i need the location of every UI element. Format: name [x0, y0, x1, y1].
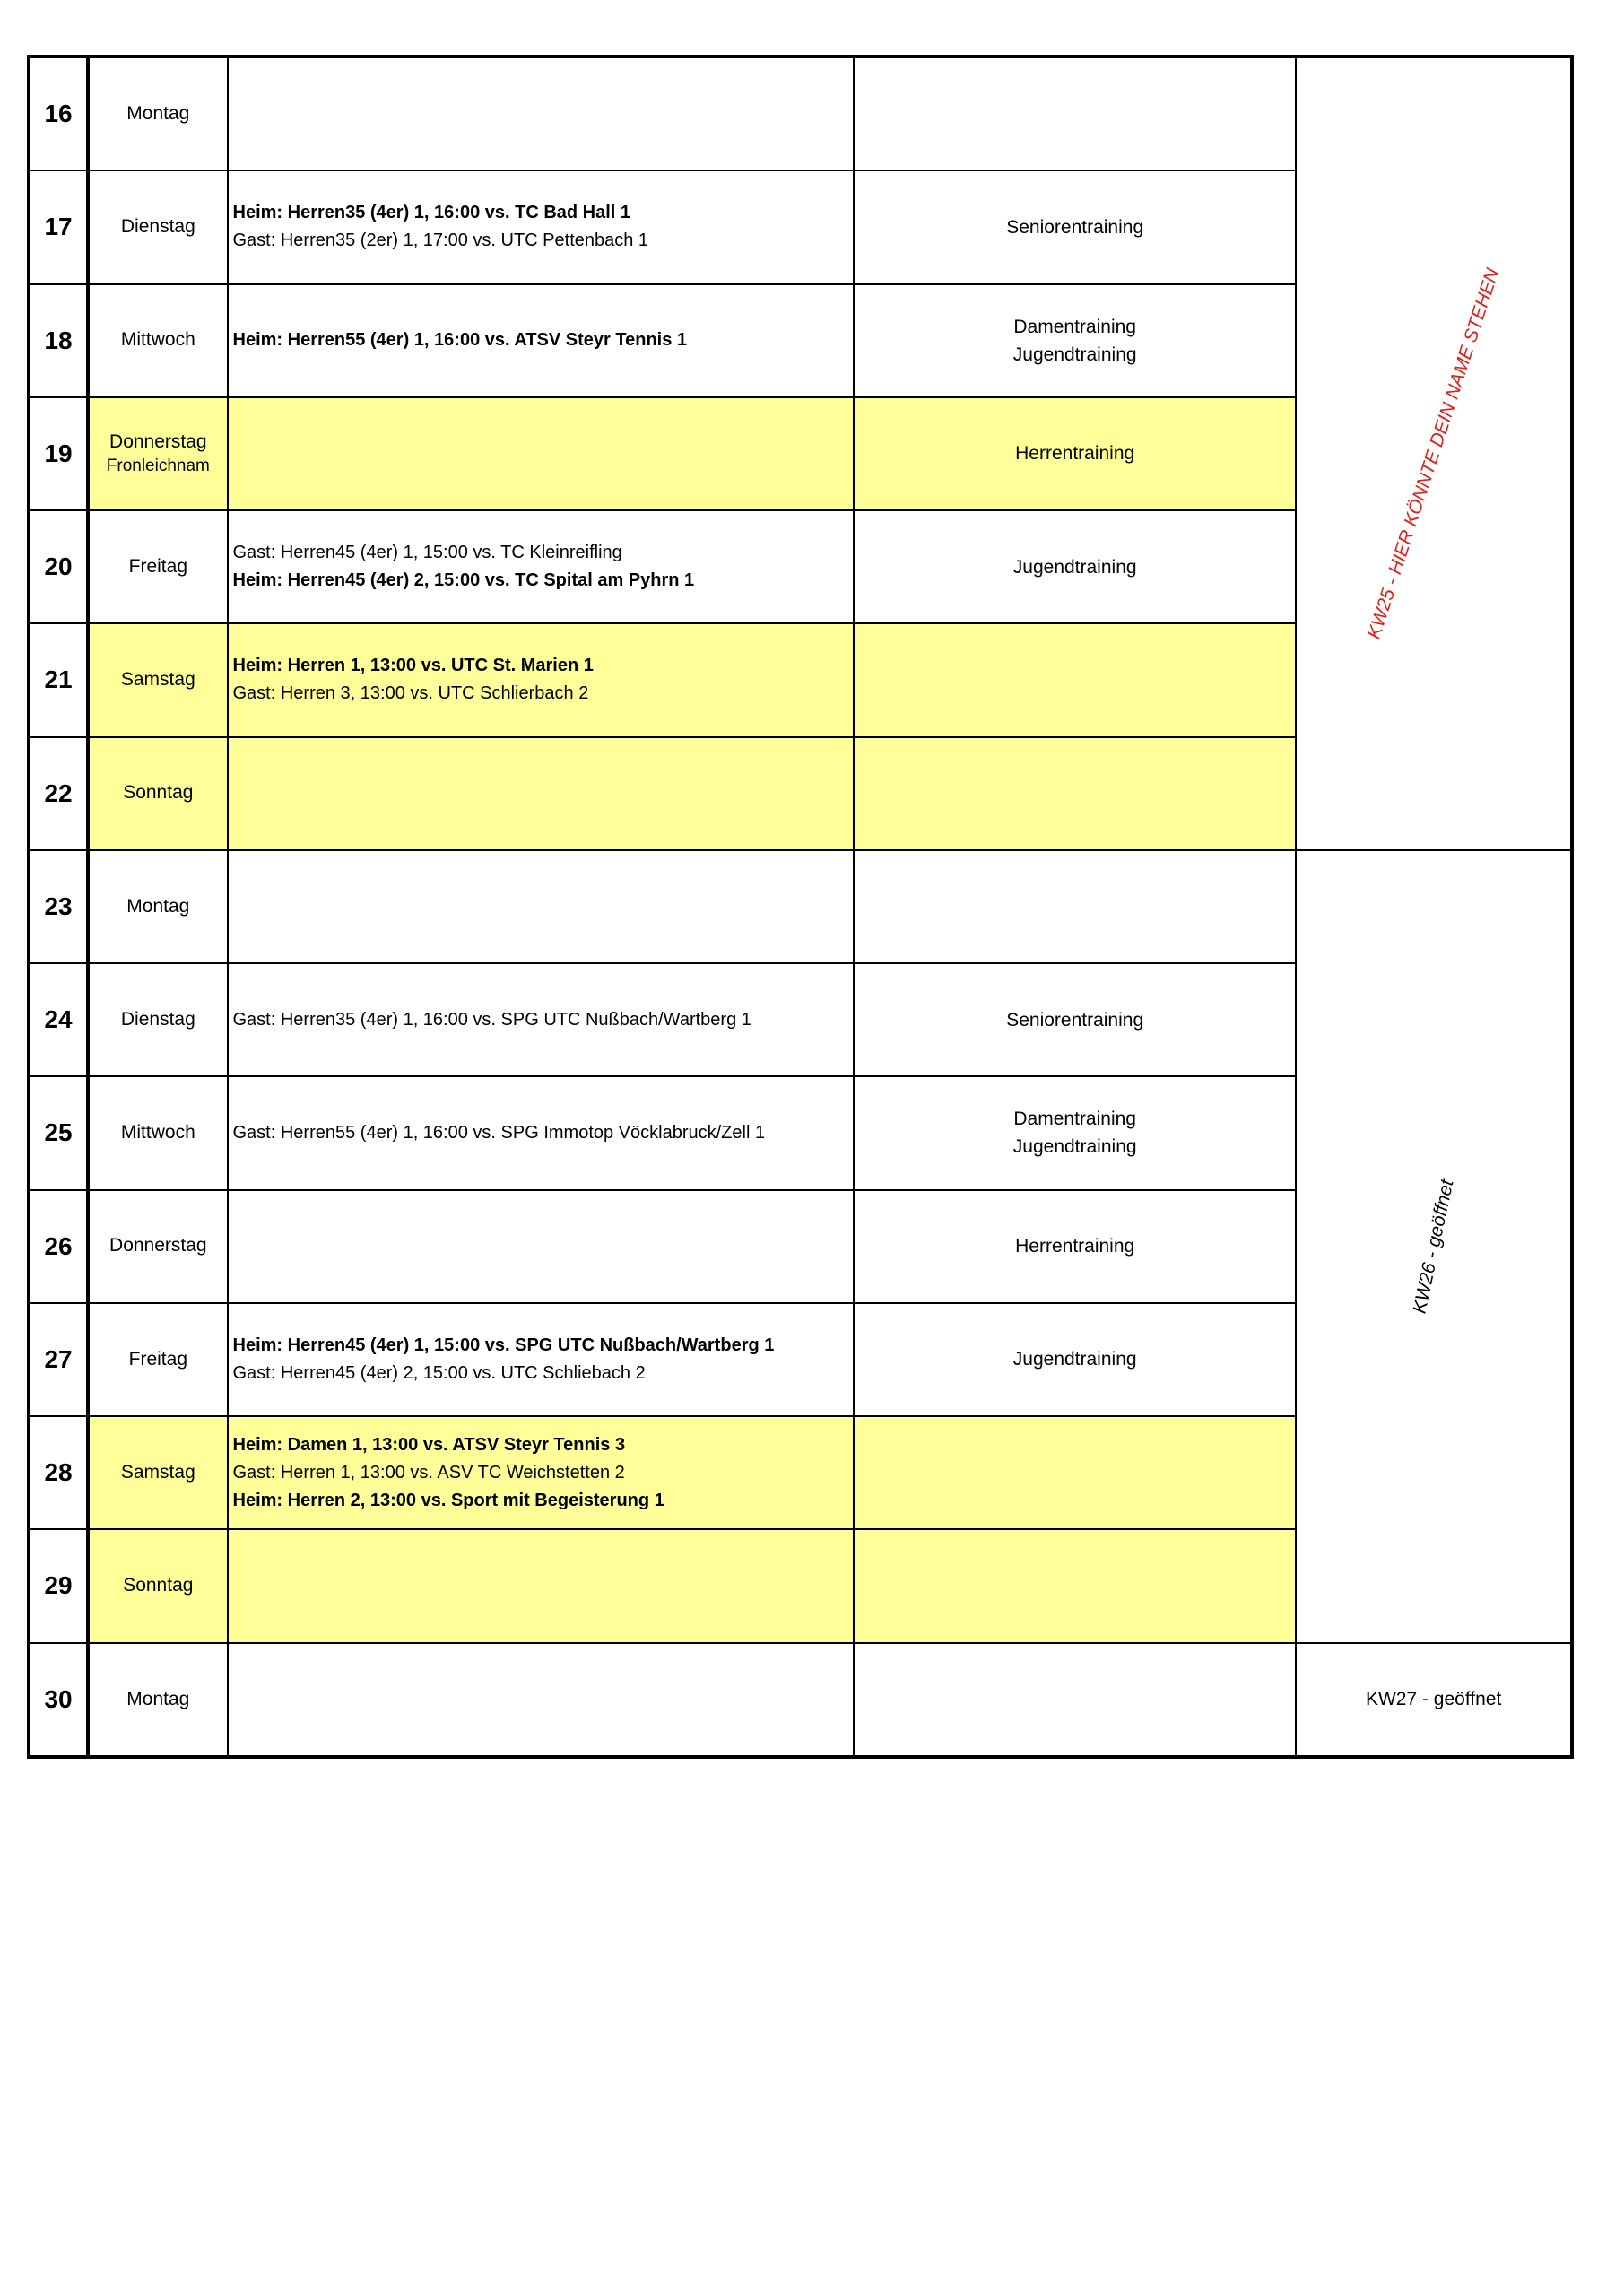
weekday-cell	[88, 1643, 227, 1757]
day-number: 22	[29, 737, 88, 850]
home-match: Heim: Herren55 (4er) 1, 16:00 vs. ATSV Steyr Tennis 1	[232, 330, 688, 351]
weekday-label: Dienstag	[120, 216, 195, 238]
day-number: 24	[29, 963, 88, 1076]
away-match: Gast: Herren35 (2er) 1, 17:00 vs. UTC Pettenbach 1	[232, 230, 649, 251]
weekday-label: Donnerstag	[109, 1235, 207, 1257]
day-number: 28	[29, 1416, 88, 1529]
weekday-label: Montag	[126, 102, 190, 124]
weekday-cell	[88, 850, 227, 963]
training-item: Seniorentraining	[1006, 216, 1144, 238]
training-cell	[854, 1529, 1296, 1642]
training-cell	[854, 397, 1296, 510]
matches-cell	[228, 623, 855, 736]
matches-cell	[228, 1643, 855, 1757]
week-note-kw27	[1296, 1643, 1572, 1757]
week-note-kw25	[1296, 57, 1572, 850]
weekday-cell	[88, 170, 227, 283]
day-number: 27	[29, 1303, 88, 1416]
training-cell	[854, 737, 1296, 850]
kw25-note-text: KW25 - HIER KÖNNTE DEIN NAME STEHEN	[1363, 265, 1503, 642]
weekday-label: Donnerstag	[109, 430, 207, 452]
week-note-kw26	[1296, 850, 1572, 1643]
training-item: Jugendtraining	[1012, 344, 1137, 365]
matches-cell	[228, 963, 855, 1076]
weekday-label: Mittwoch	[120, 1122, 195, 1144]
training-cell	[854, 1643, 1296, 1757]
training-cell	[854, 1416, 1296, 1529]
weekday-label: Freitag	[128, 555, 187, 577]
matches-cell	[228, 1416, 855, 1529]
weekday-label: Montag	[126, 895, 190, 917]
weekday-label: Samstag	[120, 669, 195, 691]
day-number: 25	[29, 1076, 88, 1189]
weekday-cell	[88, 1303, 227, 1416]
weekday-label: Freitag	[128, 1348, 187, 1370]
matches-cell	[228, 170, 855, 283]
training-item: Seniorentraining	[1006, 1009, 1144, 1031]
training-cell	[854, 284, 1296, 397]
day-number: 30	[29, 1643, 88, 1757]
matches-cell	[228, 737, 855, 850]
calendar-table	[27, 55, 1574, 1759]
training-item: Damentraining	[1013, 316, 1136, 337]
matches-cell	[228, 510, 855, 623]
matches-cell	[228, 1303, 855, 1416]
day-number: 16	[29, 57, 88, 170]
weekday-cell	[88, 57, 227, 170]
training-item: Herrentraining	[1015, 443, 1135, 465]
training-item: Jugendtraining	[1012, 556, 1137, 578]
calendar-row	[29, 850, 1572, 963]
weekday-label: Samstag	[120, 1461, 195, 1483]
training-cell	[854, 1190, 1296, 1303]
away-match: Gast: Herren35 (4er) 1, 16:00 vs. SPG UTC Nußbach/Wartberg 1	[232, 1009, 751, 1030]
training-cell	[854, 1303, 1296, 1416]
matches-cell	[228, 284, 855, 397]
weekday-cell	[88, 1190, 227, 1303]
training-cell	[854, 170, 1296, 283]
weekday-cell	[88, 963, 227, 1076]
calendar-row	[29, 57, 1572, 170]
day-number: 23	[29, 850, 88, 963]
weekday-cell	[88, 510, 227, 623]
matches-cell	[228, 397, 855, 510]
weekday-cell	[88, 623, 227, 736]
away-match: Gast: Herren45 (4er) 1, 15:00 vs. TC Kleinreifling	[232, 543, 622, 563]
weekday-cell	[88, 1529, 227, 1642]
day-number: 26	[29, 1190, 88, 1303]
home-match: Heim: Herren45 (4er) 1, 15:00 vs. SPG UTC Nußbach/Wartberg 1	[232, 1335, 775, 1355]
day-number: 20	[29, 510, 88, 623]
day-number: 17	[29, 170, 88, 283]
training-item: Jugendtraining	[1012, 1349, 1137, 1370]
kw27-note-text: KW27 - geöffnet	[1365, 1688, 1502, 1709]
weekday-cell	[88, 1416, 227, 1529]
weekday-label: Dienstag	[120, 1008, 195, 1030]
away-match: Gast: Herren 3, 13:00 vs. UTC Schlierbach 2	[232, 683, 589, 704]
matches-cell	[228, 57, 855, 170]
training-cell	[854, 57, 1296, 170]
matches-cell	[228, 850, 855, 963]
matches-cell	[228, 1529, 855, 1642]
weekday-label: Sonntag	[123, 782, 194, 804]
weekday-label: Sonntag	[123, 1575, 194, 1596]
weekday-cell	[88, 284, 227, 397]
training-cell	[854, 850, 1296, 963]
home-match: Heim: Damen 1, 13:00 vs. ATSV Steyr Tennis 3	[232, 1434, 626, 1455]
training-item: Damentraining	[1013, 1109, 1136, 1130]
kw26-note-text: KW26 - geöffnet	[1409, 1177, 1458, 1316]
matches-cell	[228, 1076, 855, 1189]
training-item: Herrentraining	[1015, 1236, 1135, 1257]
holiday-label: Fronleichnam	[106, 457, 210, 476]
home-match: Heim: Herren 2, 13:00 vs. Sport mit Begeisterung 1	[232, 1490, 664, 1510]
away-match: Gast: Herren45 (4er) 2, 15:00 vs. UTC Schliebach 2	[232, 1362, 646, 1383]
away-match: Gast: Herren55 (4er) 1, 16:00 vs. SPG Immotop Vöcklabruck/Zell 1	[232, 1122, 766, 1143]
home-match: Heim: Herren35 (4er) 1, 16:00 vs. TC Bad Hall 1	[232, 203, 631, 223]
training-cell	[854, 510, 1296, 623]
calendar-row	[29, 1643, 1572, 1757]
weekday-cell	[88, 1076, 227, 1189]
weekday-label: Mittwoch	[120, 329, 195, 351]
weekday-cell	[88, 397, 227, 510]
training-item: Jugendtraining	[1012, 1136, 1137, 1158]
day-number: 21	[29, 623, 88, 736]
day-number: 18	[29, 284, 88, 397]
weekday-cell	[88, 737, 227, 850]
training-cell	[854, 623, 1296, 736]
weekday-label: Montag	[126, 1688, 190, 1709]
home-match: Heim: Herren45 (4er) 2, 15:00 vs. TC Spital am Pyhrn 1	[232, 570, 695, 591]
away-match: Gast: Herren 1, 13:00 vs. ASV TC Weichstetten 2	[232, 1462, 625, 1483]
day-number: 19	[29, 397, 88, 510]
training-cell	[854, 963, 1296, 1076]
day-number: 29	[29, 1529, 88, 1642]
training-cell	[854, 1076, 1296, 1189]
matches-cell	[228, 1190, 855, 1303]
home-match: Heim: Herren 1, 13:00 vs. UTC St. Marien 1	[232, 656, 594, 676]
